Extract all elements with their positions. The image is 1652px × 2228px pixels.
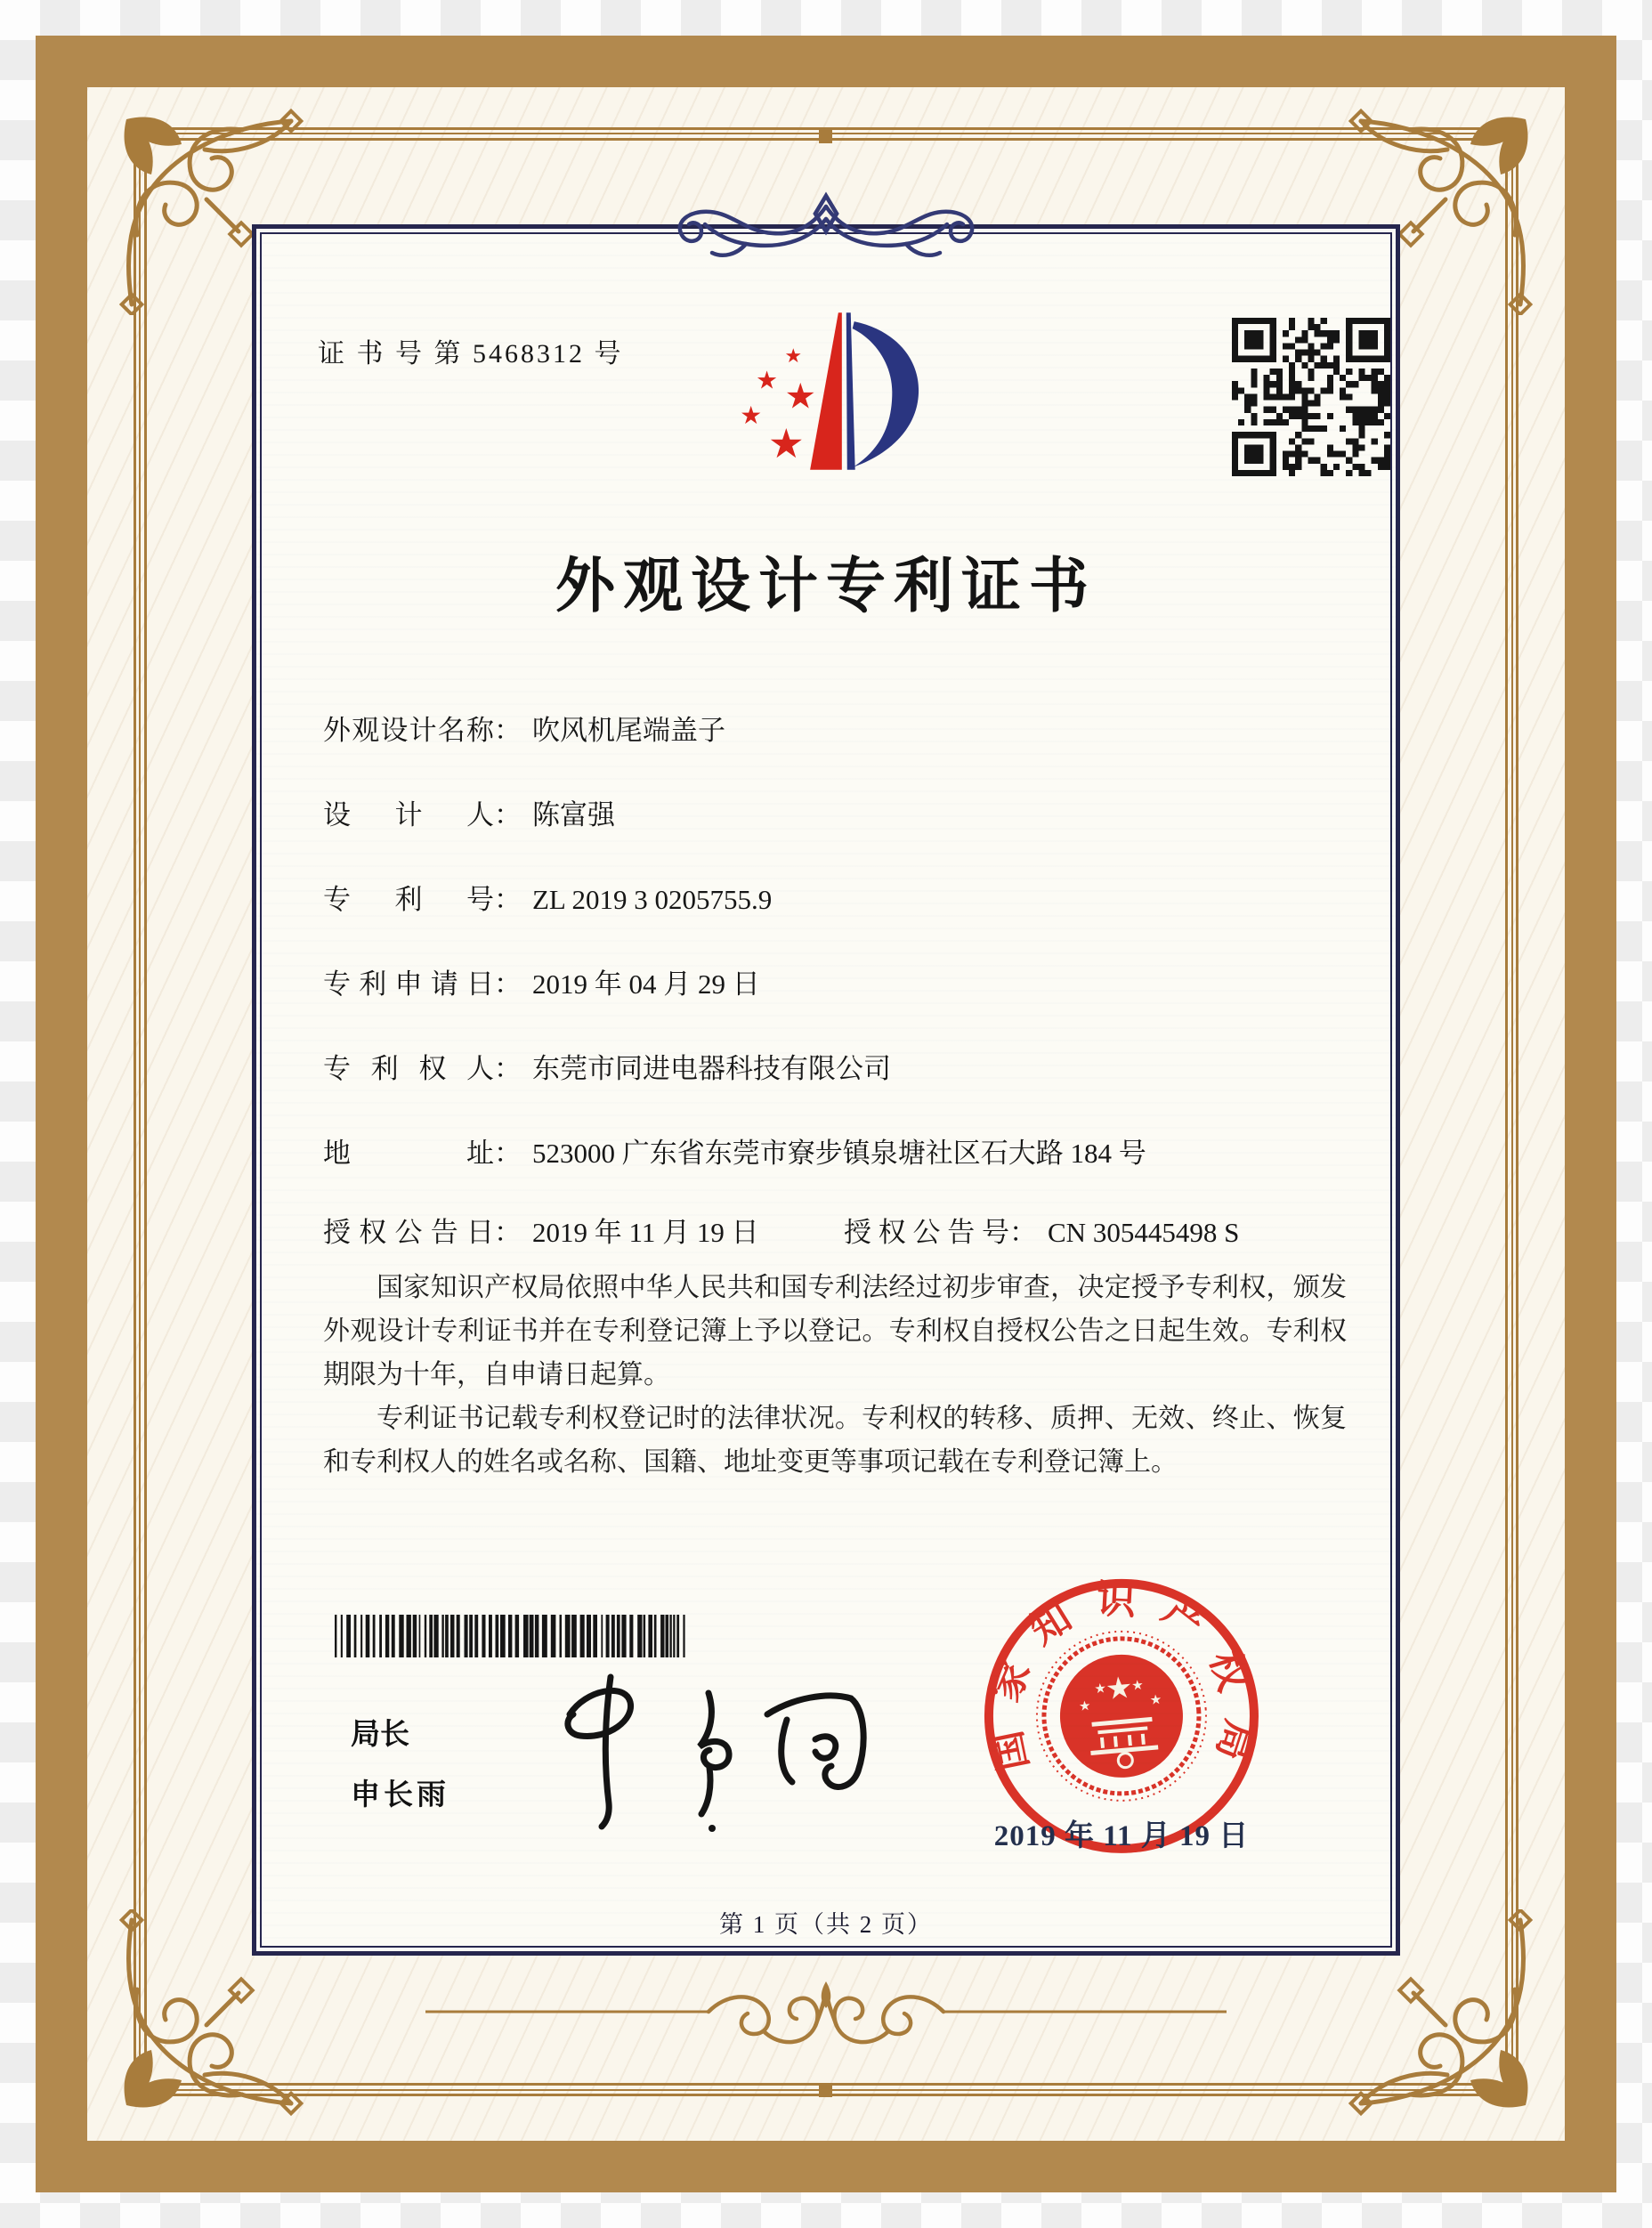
svg-text:★: ★ [784,376,817,417]
svg-text:★: ★ [756,365,779,395]
field-colon: ： [494,1138,522,1169]
cnipa-logo-icon [723,299,926,482]
field-value: ZL 2019 3 0205755.9 [532,884,773,915]
svg-text:★: ★ [1093,1680,1107,1697]
field-colon: ： [494,1217,522,1248]
field-value: 东莞市同进电器科技有限公司 [532,1053,891,1084]
field-row-grant-no [844,1210,1239,1250]
certificate-title: 外观设计专利证书 [555,554,1097,620]
svg-text:★: ★ [740,401,763,431]
page-footer: 第 1 页（共 2 页） [719,1911,933,1938]
field-value: 吹风机尾端盖子 [532,715,725,746]
field-label: 地址 [323,1138,494,1169]
body-paragraph: 专利证书记载专利权登记时的法律状况。专利权的转移、质押、无效、终止、恢复和专利权人的姓名或名称、国籍、地址变更等事项记载在专利登记簿上。 [323,1404,1347,1477]
certificate-number: 证 书 号 第 5468312 号 [318,339,624,369]
svg-text:★: ★ [1149,1690,1162,1708]
field-row-patentee [323,1046,891,1086]
handwritten-signature-icon [534,1663,917,1841]
field-value: 2019 年 11 月 19 日 [532,1217,759,1248]
field-value: 523000 广东省东莞市寮步镇泉塘社区石大路 184 号 [532,1138,1146,1169]
field-colon: ： [1009,1217,1037,1248]
svg-text:★: ★ [767,419,805,467]
bottom-scroll-flourish-icon [425,1969,1227,2054]
top-scroll-flourish-icon [612,183,1040,272]
field-row-patent-no [323,877,772,917]
seal-text: 国家知识产权局 [981,1577,1262,1788]
field-colon: ： [494,884,522,915]
field-value: CN 305445498 S [1048,1217,1240,1248]
seal-date: 2019 年 11 月 19 日 [993,1820,1250,1852]
barcode-icon [335,1615,691,1657]
svg-text:★: ★ [784,344,803,368]
field-label: 授权公告号 [844,1217,1009,1248]
field-colon: ： [494,715,522,746]
field-row-designer [323,792,615,832]
border-center-ornament [819,130,832,143]
field-value: 陈富强 [532,799,615,830]
field-row-grant-date [323,1210,759,1250]
field-label: 外观设计名称 [323,715,494,746]
field-label: 授权公告日 [323,1217,494,1248]
field-row-address [323,1130,1146,1171]
field-row-filing-date [323,961,760,1001]
field-colon: ： [494,799,522,830]
body-paragraph: 国家知识产权局依照中华人民共和国专利法经过初步审查，决定授予专利权，颁发外观设计专利证书并在专利登记簿上予以登记。专利权自授权公告之日起生效。专利权期限为十年，自申请日起算。 [323,1273,1347,1389]
body-text [323,1266,1347,1484]
qr-code-icon [1232,318,1390,476]
signer-name: 申长雨 [351,1778,449,1811]
field-colon: ： [494,1053,522,1084]
field-label: 专利权人 [323,1053,494,1084]
border-center-ornament [819,2084,832,2097]
field-label: 专利号 [323,884,494,915]
field-label: 专利申请日 [323,968,494,1000]
field-colon: ： [494,968,522,1000]
field-row-design-name [323,708,725,748]
field-value: 2019 年 04 月 29 日 [532,968,760,1000]
svg-text:★: ★ [1130,1676,1145,1694]
field-label: 设计人 [323,799,494,830]
svg-text:★: ★ [1078,1697,1092,1714]
svg-text:★: ★ [1104,1669,1135,1708]
signer-title: 局长 [351,1717,409,1750]
